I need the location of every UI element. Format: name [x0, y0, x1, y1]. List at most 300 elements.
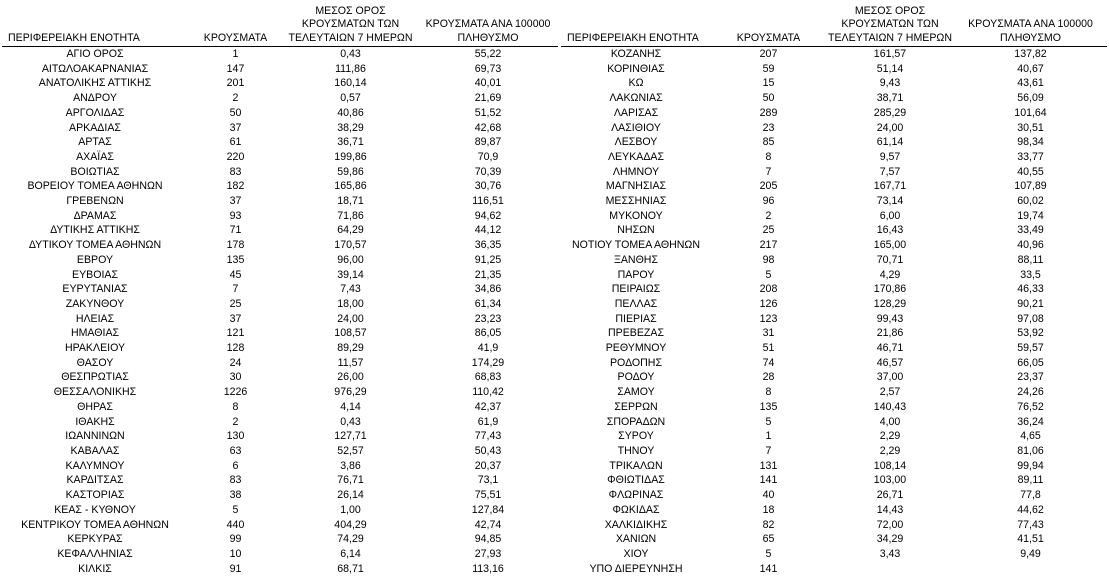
cases-cell: 7 — [765, 165, 772, 178]
table-row — [561, 150, 1107, 165]
cases-cell: 182 — [226, 180, 245, 193]
region-cell: ΜΕΣΣΗΝΙΑΣ — [605, 195, 667, 208]
table-row — [561, 415, 1107, 430]
cases-cell: 2 — [232, 92, 239, 105]
cases-cell: 6 — [232, 459, 239, 472]
region-cell: ΓΡΕΒΕΝΩΝ — [66, 195, 124, 208]
table-row — [561, 562, 1107, 577]
avg7-cell: 128,29 — [873, 297, 907, 310]
per100k-cell: 70,39 — [474, 165, 502, 178]
header-region: ΠΕΡΙΦΕΡΕΙΑΚΗ ΕΝΟΤΗΤΑ — [561, 0, 711, 47]
table-row — [2, 473, 558, 488]
table-row — [561, 91, 1107, 106]
table-row — [2, 400, 558, 415]
cases-cell: 50 — [762, 92, 775, 105]
region-cell: ΦΩΚΙΔΑΣ — [612, 503, 660, 516]
table-row — [561, 356, 1107, 371]
per100k-cell: 91,25 — [474, 253, 502, 266]
table-row — [2, 253, 558, 268]
table-row — [2, 179, 558, 194]
region-cell: ΡΟΔΟΥ — [617, 371, 655, 384]
avg7-cell: 0,43 — [340, 48, 361, 60]
region-cell: ΣΕΡΡΩΝ — [614, 400, 658, 413]
table-row — [2, 370, 558, 385]
region-cell: ΚΙΛΚΙΣ — [78, 562, 112, 575]
avg7-cell: 72,00 — [876, 518, 904, 531]
region-cell: ΤΡΙΚΑΛΩΝ — [609, 459, 663, 472]
cases-cell: 207 — [759, 48, 778, 60]
per100k-cell: 56,09 — [1017, 92, 1044, 105]
region-cell: ΑΓΙΟ ΟΡΟΣ — [66, 48, 124, 60]
region-cell: ΦΛΩΡΙΝΑΣ — [608, 489, 664, 502]
cases-cell: 37 — [229, 195, 242, 208]
cases-cell: 59 — [762, 62, 775, 75]
table-row — [561, 488, 1107, 503]
region-cell: ΛΕΥΚΑΔΑΣ — [607, 150, 665, 163]
per100k-cell: 41,9 — [477, 342, 499, 355]
cases-table-left — [2, 0, 558, 576]
header-row — [2, 0, 558, 47]
avg7-cell: 404,29 — [334, 518, 367, 531]
cases-cell: 50 — [229, 106, 242, 119]
avg7-cell: 59,86 — [337, 165, 364, 178]
region-cell: ΠΑΡΟΥ — [617, 268, 655, 281]
region-cell: ΧΙΟΥ — [623, 547, 649, 560]
region-cell: ΛΕΣΒΟΥ — [614, 136, 658, 149]
per100k-cell: 59,57 — [1017, 342, 1044, 355]
avg7-cell: 21,86 — [876, 327, 904, 340]
per100k-cell: 61,9 — [477, 415, 499, 428]
per100k-cell: 89,11 — [1017, 474, 1044, 487]
cases-cell: 25 — [229, 297, 242, 310]
cases-cell: 82 — [762, 518, 775, 531]
avg7-cell: 6,14 — [340, 547, 361, 560]
avg7-cell: 9,57 — [879, 150, 901, 163]
avg7-cell: 165,86 — [334, 180, 367, 193]
cases-cell: 65 — [762, 533, 775, 546]
region-cell: ΚΕΡΚΥΡΑΣ — [67, 533, 123, 546]
per100k-cell: 24,26 — [1017, 386, 1044, 399]
table-row — [2, 62, 558, 77]
cases-cell: 10 — [229, 547, 242, 560]
avg7-cell: 7,57 — [879, 165, 901, 178]
avg7-cell: 0,43 — [340, 415, 361, 428]
per100k-cell: 34,86 — [474, 283, 502, 296]
cases-cell: 37 — [229, 312, 242, 325]
table-row — [561, 268, 1107, 283]
table-row — [561, 194, 1107, 209]
per100k-cell: 81,06 — [1017, 444, 1044, 457]
table-row — [561, 429, 1107, 444]
avg7-cell: 170,86 — [873, 283, 907, 296]
table-row — [561, 282, 1107, 297]
header-avg7: ΜΕΣΟΣ ΟΡΟΣ ΚΡΟΥΣΜΑΤΩΝ ΤΩΝ ΤΕΛΕΥΤΑΙΩΝ 7 ΗΜΕΡΩΝ — [826, 0, 954, 47]
per100k-cell: 41,51 — [1017, 533, 1044, 546]
region-cell: ΚΑΛΥΜΝΟΥ — [65, 459, 125, 472]
avg7-cell: 34,29 — [876, 533, 904, 546]
region-cell: ΑΙΤΩΛΟΑΚΑΡΝΑΝΙΑΣ — [41, 62, 149, 75]
cases-cell: 31 — [762, 327, 775, 340]
per100k-cell: 51,52 — [474, 106, 502, 119]
region-cell: ΚΑΣΤΟΡΙΑΣ — [65, 489, 125, 502]
avg7-cell: 40,86 — [337, 106, 364, 119]
region-cell: ΣΥΡΟΥ — [618, 430, 654, 443]
avg7-cell: 70,71 — [876, 253, 904, 266]
cases-cell: 71 — [229, 224, 242, 237]
table-row — [2, 238, 558, 253]
avg7-cell: 103,00 — [873, 474, 907, 487]
per100k-cell: 55,22 — [474, 48, 502, 60]
cases-cell: 25 — [762, 224, 775, 237]
avg7-cell: 170,57 — [334, 239, 367, 252]
per100k-cell: 89,87 — [474, 136, 502, 149]
header-region: ΠΕΡΙΦΕΡΕΙΑΚΗ ΕΝΟΤΗΤΑ — [2, 0, 188, 47]
cases-cell: 63 — [229, 444, 242, 457]
cases-cell: 7 — [765, 444, 772, 457]
cases-cell: 5 — [765, 415, 772, 428]
table-row — [2, 282, 558, 297]
cases-cell: 5 — [232, 503, 239, 516]
cases-cell: 1226 — [223, 386, 248, 399]
region-cell: ΔΥΤΙΚΟΥ ΤΟΜΕΑ ΑΘΗΝΩΝ — [28, 239, 162, 252]
cases-cell: 289 — [759, 106, 778, 119]
per100k-cell: 40,67 — [1017, 62, 1044, 75]
avg7-cell: 6,00 — [879, 209, 901, 222]
avg7-cell: 64,29 — [337, 224, 364, 237]
table-row — [561, 209, 1107, 224]
table-row — [561, 444, 1107, 459]
per100k-cell: 68,83 — [474, 371, 502, 384]
cases-cell: 51 — [762, 342, 775, 355]
region-cell: ΑΡΓΟΛΙΔΑΣ — [65, 106, 125, 119]
table-row — [2, 194, 558, 209]
cases-cell: 83 — [229, 165, 242, 178]
avg7-cell: 111,86 — [335, 62, 366, 75]
region-cell: ΑΡΚΑΔΙΑΣ — [69, 121, 121, 134]
per100k-cell: 21,69 — [474, 92, 502, 105]
per100k-cell: 94,85 — [474, 533, 502, 546]
avg7-cell: 140,43 — [873, 400, 907, 413]
cases-cell: 37 — [229, 121, 242, 134]
region-cell: ΖΑΚΥΝΘΟΥ — [65, 297, 125, 310]
cases-cell: 135 — [226, 253, 245, 266]
cases-cell: 15 — [762, 77, 775, 90]
per100k-cell: 77,43 — [474, 430, 502, 443]
avg7-cell: 73,14 — [876, 195, 904, 208]
table-row — [2, 268, 558, 283]
header-per100k: ΚΡΟΥΣΜΑΤΑ ΑΝΑ 100000 ΠΛΗΘΥΣΜΟ — [954, 0, 1107, 47]
per100k-cell: 30,76 — [474, 180, 502, 193]
cases-cell: 7 — [232, 283, 239, 296]
avg7-cell: 39,14 — [337, 268, 364, 281]
region-cell: ΧΑΛΚΙΔΙΚΗΣ — [604, 518, 668, 531]
cases-cell: 85 — [762, 136, 775, 149]
region-cell: ΚΟΡΙΝΘΙΑΣ — [607, 62, 665, 75]
table-row — [2, 209, 558, 224]
per100k-cell: 33,77 — [1017, 150, 1044, 163]
cases-cell: 99 — [229, 533, 242, 546]
cases-cell: 74 — [762, 356, 775, 369]
region-cell: ΝΟΤΙΟΥ ΤΟΜΕΑ ΑΘΗΝΩΝ — [571, 239, 701, 252]
table-row — [561, 503, 1107, 518]
cases-cell: 40 — [762, 489, 775, 502]
per100k-cell: 30,51 — [1017, 121, 1044, 134]
avg7-cell: 18,00 — [337, 297, 364, 310]
region-cell: ΚΕΑΣ - ΚΥΘΝΟΥ — [54, 503, 136, 516]
table-body-left — [2, 47, 558, 577]
per100k-cell: 42,74 — [474, 518, 502, 531]
cases-cell: 30 — [229, 371, 242, 384]
per100k-cell: 44,12 — [474, 224, 502, 237]
cases-cell: 28 — [762, 371, 775, 384]
per100k-cell: 33,49 — [1017, 224, 1044, 237]
avg7-cell: 38,29 — [337, 121, 364, 134]
avg7-cell: 2,29 — [879, 430, 901, 443]
table-row — [561, 400, 1107, 415]
table-row — [561, 121, 1107, 136]
table-row — [561, 135, 1107, 150]
region-cell: ΗΡΑΚΛΕΙΟΥ — [64, 342, 126, 355]
region-cell: ΚΑΡΔΙΤΣΑΣ — [66, 474, 124, 487]
table-row — [561, 547, 1107, 562]
per100k-cell: 61,34 — [474, 297, 502, 310]
table-row — [561, 179, 1107, 194]
cases-cell: 131 — [759, 459, 778, 472]
cases-cell: 96 — [762, 195, 775, 208]
cases-cell: 8 — [765, 150, 772, 163]
per100k-cell: 70,9 — [477, 150, 499, 163]
cases-cell: 5 — [765, 268, 772, 281]
per100k-cell: 97,08 — [1017, 312, 1044, 325]
avg7-cell: 2,29 — [879, 444, 901, 457]
table-row — [561, 385, 1107, 400]
region-cell: ΑΧΑΪΑΣ — [76, 150, 114, 163]
avg7-cell: 4,14 — [340, 400, 361, 413]
per100k-cell: 53,92 — [1017, 327, 1044, 340]
table-row — [2, 356, 558, 371]
avg7-cell: 11,57 — [337, 356, 364, 369]
table-row — [561, 297, 1107, 312]
table-row — [2, 444, 558, 459]
cases-cell: 220 — [226, 150, 245, 163]
avg7-cell: 1,00 — [340, 503, 361, 516]
per100k-cell: 107,89 — [1014, 180, 1047, 193]
cases-cell: 83 — [229, 474, 242, 487]
per100k-cell: 33,5 — [1020, 268, 1041, 281]
region-cell: ΤΗΝΟΥ — [617, 444, 655, 457]
region-cell: ΗΜΑΘΙΑΣ — [70, 327, 120, 340]
region-cell: ΦΘΙΩΤΙΔΑΣ — [607, 474, 665, 487]
table-row — [2, 532, 558, 547]
table-row — [2, 459, 558, 474]
header-cases: ΚΡΟΥΣΜΑΤΑ — [711, 0, 826, 47]
region-cell: ΧΑΝΙΩΝ — [615, 533, 657, 546]
per100k-cell: 40,96 — [1017, 239, 1044, 252]
avg7-cell: 16,43 — [876, 224, 904, 237]
cases-cell: 205 — [759, 180, 778, 193]
cases-cell: 93 — [229, 209, 242, 222]
per100k-cell: 174,29 — [471, 356, 505, 369]
table-row — [2, 312, 558, 327]
cases-cell: 440 — [226, 518, 245, 531]
region-cell: ΔΥΤΙΚΗΣ ΑΤΤΙΚΗΣ — [50, 224, 140, 237]
per100k-cell: 43,61 — [1017, 77, 1044, 90]
region-cell: ΠΕΛΛΑΣ — [614, 297, 658, 310]
avg7-cell: 68,71 — [337, 562, 364, 575]
region-cell: ΣΠΟΡΑΔΩΝ — [606, 415, 666, 428]
table-row — [2, 326, 558, 341]
cases-cell: 2 — [765, 209, 772, 222]
cases-cell: 147 — [226, 62, 245, 75]
table-row — [2, 385, 558, 400]
per100k-cell: 60,02 — [1017, 195, 1044, 208]
avg7-cell: 24,00 — [337, 312, 364, 325]
per100k-cell: 21,35 — [474, 268, 502, 281]
avg7-cell: 61,14 — [876, 136, 904, 149]
avg7-cell: 976,29 — [334, 386, 367, 399]
table-row — [2, 341, 558, 356]
table-row — [561, 62, 1107, 77]
cases-table-right — [561, 0, 1107, 576]
avg7-cell: 71,86 — [337, 209, 364, 222]
avg7-cell — [826, 562, 954, 577]
avg7-cell: 285,29 — [873, 106, 907, 119]
per100k-cell: 137,82 — [1014, 48, 1047, 60]
cases-cell: 178 — [226, 239, 245, 252]
table-row — [561, 47, 1107, 62]
region-cell: ΡΕΘΥΜΝΟΥ — [605, 342, 667, 355]
avg7-cell: 26,14 — [337, 489, 364, 502]
avg7-cell: 96,00 — [337, 253, 364, 266]
cases-cell: 217 — [759, 239, 778, 252]
avg7-cell: 108,57 — [334, 327, 367, 340]
header-row — [561, 0, 1107, 47]
avg7-cell: 3,43 — [879, 547, 901, 560]
table-row — [2, 547, 558, 562]
cases-cell: 141 — [759, 474, 778, 487]
region-cell: ΚΕΦΑΛΛΗΝΙΑΣ — [57, 547, 133, 560]
avg7-cell: 199,86 — [334, 150, 367, 163]
header-avg7: ΜΕΣΟΣ ΟΡΟΣ ΚΡΟΥΣΜΑΤΩΝ ΤΩΝ ΤΕΛΕΥΤΑΙΩΝ 7 ΗΜΕΡΩΝ — [283, 0, 418, 47]
per100k-cell: 116,51 — [472, 195, 504, 208]
avg7-cell: 18,71 — [337, 195, 364, 208]
per100k-cell: 9,49 — [1020, 547, 1041, 560]
cases-cell: 18 — [762, 503, 775, 516]
cases-cell: 121 — [226, 327, 245, 340]
cases-cell: 2 — [232, 415, 239, 428]
avg7-cell: 99,43 — [876, 312, 904, 325]
table-row — [2, 106, 558, 121]
table-row — [2, 562, 558, 577]
table-row — [561, 326, 1107, 341]
per100k-cell: 99,94 — [1017, 459, 1044, 472]
per100k-cell: 77,43 — [1017, 518, 1044, 531]
per100k-cell: 42,37 — [474, 400, 502, 413]
region-cell: ΚΩ — [628, 77, 644, 90]
per100k-cell: 50,43 — [474, 444, 502, 457]
cases-cell: 5 — [765, 547, 772, 560]
avg7-cell: 3,86 — [340, 459, 361, 472]
region-cell: ΒΟΙΩΤΙΑΣ — [70, 165, 120, 178]
region-cell: ΛΑΚΩΝΙΑΣ — [609, 92, 663, 105]
cases-cell: 61 — [229, 136, 242, 149]
per100k-cell: 23,37 — [1017, 371, 1044, 384]
per100k-cell: 66,05 — [1017, 356, 1044, 369]
region-cell: ΚΟΖΑΝΗΣ — [610, 48, 662, 60]
cases-cell: 123 — [759, 312, 778, 325]
per100k-cell: 113,16 — [472, 562, 504, 575]
avg7-cell: 24,00 — [876, 121, 904, 134]
per100k-cell: 23,23 — [474, 312, 502, 325]
per100k-cell: 75,51 — [474, 489, 502, 502]
table-row — [2, 47, 558, 62]
region-cell: ΙΩΑΝΝΙΝΩΝ — [65, 430, 125, 443]
region-cell: ΛΑΣΙΘΙΟΥ — [611, 121, 661, 134]
per100k-cell: 40,55 — [1017, 165, 1044, 178]
table-row — [2, 135, 558, 150]
avg7-cell: 14,43 — [876, 503, 904, 516]
per100k-cell: 98,34 — [1017, 136, 1044, 149]
avg7-cell: 167,71 — [873, 180, 907, 193]
avg7-cell: 161,57 — [873, 48, 907, 60]
region-cell: ΑΡΤΑΣ — [78, 136, 112, 149]
cases-cell: 91 — [229, 562, 242, 575]
table-row — [561, 370, 1107, 385]
avg7-cell: 26,71 — [876, 489, 904, 502]
cases-cell: 135 — [759, 400, 778, 413]
table-row — [561, 253, 1107, 268]
region-cell: ΒΟΡΕΙΟΥ ΤΟΜΕΑ ΑΘΗΝΩΝ — [27, 180, 163, 193]
table-row — [561, 106, 1107, 121]
per100k-cell — [954, 562, 1107, 577]
avg7-cell: 127,71 — [334, 430, 367, 443]
region-cell: ΑΝΑΤΟΛΙΚΗΣ ΑΤΤΙΚΗΣ — [38, 77, 152, 90]
region-cell: ΛΗΜΝΟΥ — [612, 165, 660, 178]
cases-cell: 98 — [762, 253, 775, 266]
avg7-cell: 4,00 — [879, 415, 901, 428]
cases-cell: 126 — [759, 297, 778, 310]
region-cell: ΘΕΣΣΑΛΟΝΙΚΗΣ — [53, 386, 137, 399]
avg7-cell: 76,71 — [337, 474, 364, 487]
region-cell: ΣΑΜΟΥ — [617, 386, 655, 399]
cases-cell: 141 — [759, 562, 778, 575]
region-cell: ΑΝΔΡΟΥ — [73, 92, 117, 105]
cases-cell: 8 — [232, 400, 239, 413]
region-cell: ΠΕΙΡΑΙΩΣ — [611, 283, 661, 296]
cases-cell: 38 — [229, 489, 242, 502]
region-cell: ΘΕΣΠΡΩΤΙΑΣ — [61, 371, 129, 384]
table-row — [2, 503, 558, 518]
table-row — [561, 532, 1107, 547]
avg7-cell: 46,57 — [876, 356, 904, 369]
region-cell: ΝΗΣΩΝ — [617, 224, 655, 237]
cases-cell: 1 — [232, 48, 239, 60]
per100k-cell: 86,05 — [474, 327, 502, 340]
table-row — [561, 341, 1107, 356]
region-cell: ΕΥΒΟΙΑΣ — [72, 268, 118, 281]
table-row — [2, 76, 558, 91]
region-cell: ΡΟΔΟΠΗΣ — [609, 356, 663, 369]
table-row — [2, 165, 558, 180]
cases-cell: 1 — [765, 430, 772, 443]
region-cell: ΠΡΕΒΕΖΑΣ — [608, 327, 664, 340]
per100k-cell: 127,84 — [471, 503, 505, 516]
avg7-cell: 7,43 — [340, 283, 361, 296]
region-cell: ΛΑΡΙΣΑΣ — [613, 106, 659, 119]
table-row — [2, 121, 558, 136]
avg7-cell: 108,14 — [873, 459, 907, 472]
table-row — [2, 518, 558, 533]
